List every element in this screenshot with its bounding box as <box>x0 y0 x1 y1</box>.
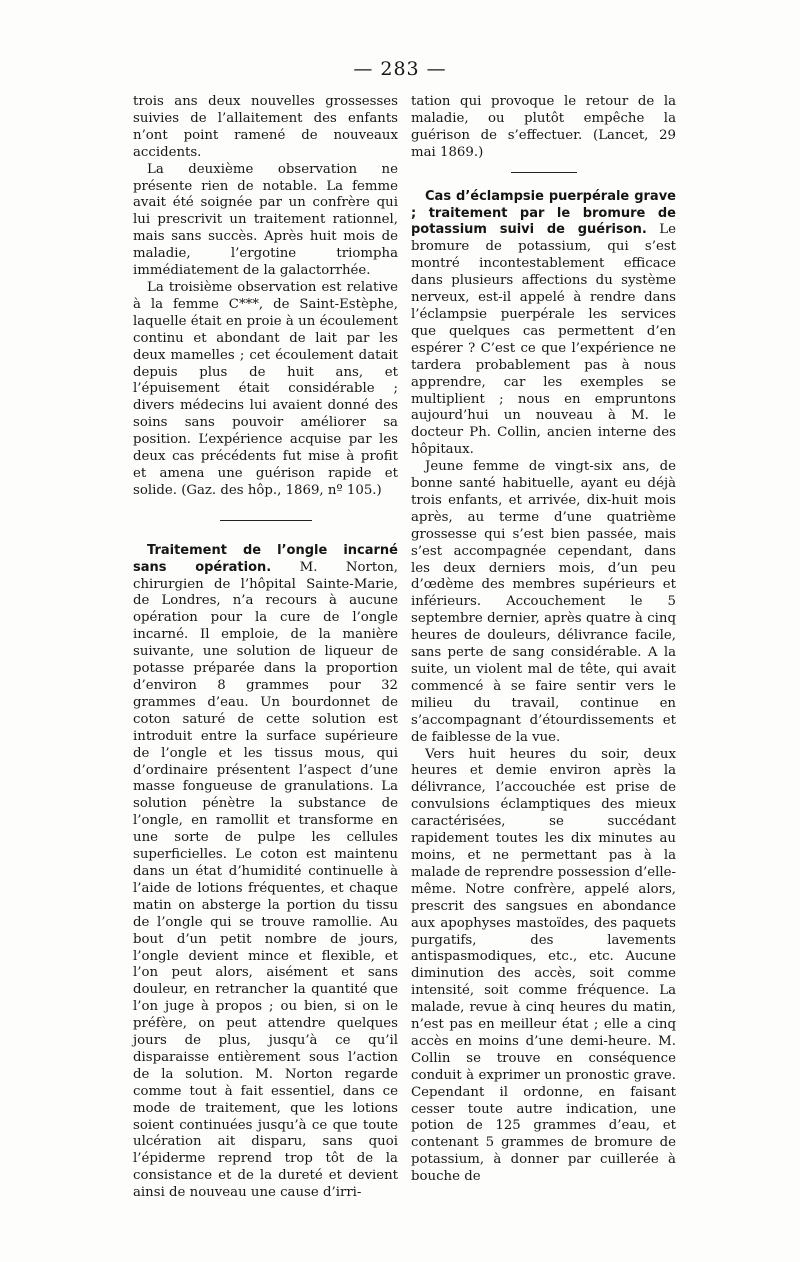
section-title-eclampsie: Cas d’éclampsie puerpérale grave ; traitement par le bromure de potassium suivi de guérison. <box>411 188 676 238</box>
lancet-citation: (Lancet, 29 mai 1869.) <box>411 127 677 160</box>
paragraph-allaitement: trois ans deux nouvelles grossesses suivies de l’allaitement des enfants n’ont point ramené de nouveaux accidents. <box>133 94 398 160</box>
section-divider <box>511 172 577 173</box>
right-column <box>411 94 676 1186</box>
continuation-text: tation qui provoque le retour de la maladie, ou plutôt empêche la guérison de s’effectuer. <box>411 94 676 143</box>
paragraph-deuxieme-observation: La deuxième observation ne présente rien de notable. La femme avait été soignée par un confrère qui lui prescrivit un traitement rationnel, mais sans succès. Après huit mois de maladie, l’ergotine triompha immédiatement de la galactorrhée. <box>133 161 398 279</box>
section-eclampsie <box>411 189 676 460</box>
gazette-citation: (Gaz. des hôp., 1869, nº 105.) <box>181 482 382 498</box>
left-column <box>133 94 398 1202</box>
paragraph-jeune-femme: Jeune femme de vingt-six ans, de bonne santé habituelle, ayant eu déjà trois enfants, et arrivée, dix-huit mois après, au terme d’une quatrième grossesse qui s’est bien passée, mais s’est accompagnée cependant, dans les deux derniers mois, d’un peu d’œdème des membres supérieurs et inférieurs. Accouchement le 5 septembre dernier, après quatre à cinq heures de douleurs, délivrance facile, sans perte de sang considérable. A la suite, un violent mal de tête, qui avait commencé à se faire sentir vers le milieu du travail, continue en s’accompagnant d’étourdissements et de faiblesse de la vue. <box>411 459 676 745</box>
section-title-ongle-incarne: Traitement de l’ongle incarné sans opération. <box>133 542 398 575</box>
section-divider <box>220 520 312 521</box>
page-number: — 283 — <box>353 58 447 80</box>
paragraph-continuation <box>411 94 676 162</box>
section-ongle-incarne <box>133 543 398 1202</box>
paragraph-convulsions: Vers huit heures du soir, deux heures et demie environ après la délivrance, l’accouchée est prise de convulsions éclamptiques des mieux caractérisées, se succédant rapidement toutes les dix minutes au moins, et ne permettant pas à la malade de reprendre possession d’elle-même. Notre confrère, appelé alors, prescrit des sangsues en abondance aux apophyses mastoïdes, des paquets purgatifs, des lavements antispasmodiques, etc., etc. Aucune diminution des accès, soit comme intensité, soit comme fréquence. La malade, revue à cinq heures du matin, n’est pas en meilleur état ; elle a cinq accès en moins d’une demi-heure. M. Collin se trouve en conséquence conduit à exprimer un pronostic grave. Cependant il ordonne, en faisant cesser toute autre indication, une potion de 125 grammes d’eau, et contenant 5 grammes de bromure de potassium, à donner par cuillerée à bouche de <box>411 746 676 1185</box>
section-intro-eclampsie: Le bromure de potassium, qui s’est montré incontestablement efficace dans plusieurs affections du système nerveux, est-il appelé à rendre dans l’éclampsie puerpérale les services que quelques cas permettent d’en espérer ? C’est ce que l’expérience ne tardera probablement pas à nous apprendre, car les exemples se multiplient ; nous en empruntons aujourd’hui un nouveau à M. le docteur Ph. Collin, ancien interne des hôpitaux. <box>411 222 676 458</box>
troisieme-observation-text: La troisième observation est relative à la femme C***, de Saint-Estèphe, laquelle était en proie à un écoulement continu et abondant de lait par les deux mamelles ; cet écoulement datait depuis plus de huit ans, et l’épuisement était considérable ; divers médecins lui avaient donné des soins sans pouvoir améliorer sa position. L’expérience acquise par les deux cas précédents fut mise à profit et amena une guérison rapide et solide. <box>133 279 398 498</box>
paragraph-troisieme-observation <box>133 280 398 500</box>
section-text-ongle-incarne: M. Norton, chirurgien de l’hôpital Sainte-Marie, de Londres, n’a recours à aucune opération pour la cure de l’ongle incarné. Il emploie, de la manière suivante, une solution de liqueur de potasse préparée dans la proportion d’environ 8 grammes pour 32 grammes d’eau. Un bourdonnet de coton saturé de cette solution est introduit entre la surface supérieure de l’ongle et les tissus mous, qui d’ordinaire présentent l’aspect d’une masse fongueuse de granulations. La solution pénètre la substance de l’ongle, en ramollit et transforme en une sorte de pulpe les cellules superficielles. Le coton est maintenu dans un état d’humidité continuelle à l’aide de lotions fréquentes, et chaque matin on absterge la portion du tissu de l’ongle qui se trouve ramollie. Au bout d’un petit nombre de jours, l’ongle devient mince et flexible, et l’on peut alors, aisément et sans douleur, en retrancher la quantité que l’on juge à propos ; ou bien, si on le préfère, on peut attendre quelques jours de plus, jusqu’à ce qu’il disparaisse entièrement sous l’action de la solution. M. Norton regarde comme tout à fait essentiel, dans ce mode de traitement, que les lotions soient continuées jusqu’à ce que toute ulcération ait disparu, sans quoi l’épiderme reprend trop tôt de la consistance et de la dureté et devient ainsi de nouveau une cause d’irri- <box>133 559 398 1201</box>
